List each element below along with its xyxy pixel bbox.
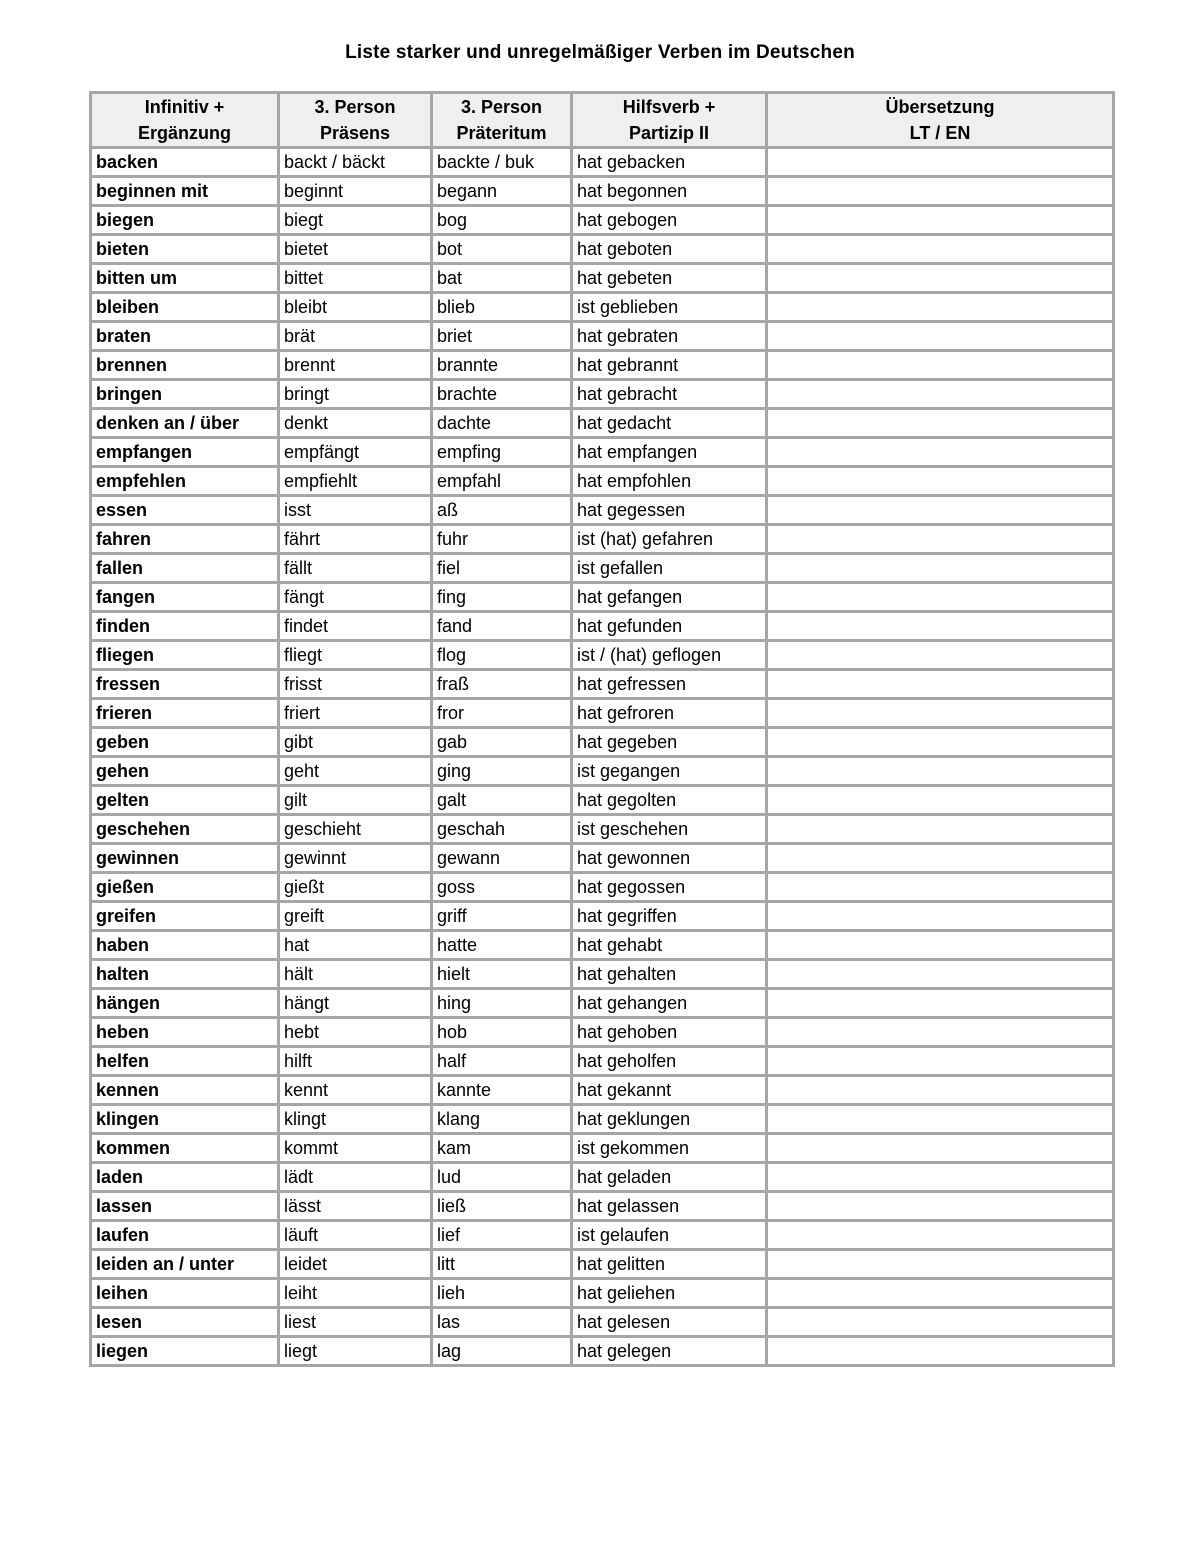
translation-cell <box>767 844 1114 873</box>
infinitive-cell: haben <box>91 931 279 960</box>
table-row <box>91 1221 1114 1250</box>
infinitive-cell: laden <box>91 1163 279 1192</box>
preterite-cell: las <box>432 1308 572 1337</box>
infinitive-cell: braten <box>91 322 279 351</box>
preterite-cell: dachte <box>432 409 572 438</box>
table-row <box>91 1192 1114 1221</box>
participle-cell: hat geladen <box>572 1163 767 1192</box>
participle-cell: hat begonnen <box>572 177 767 206</box>
infinitive-cell: fallen <box>91 554 279 583</box>
infinitive-cell: frieren <box>91 699 279 728</box>
present-cell: gibt <box>279 728 432 757</box>
table-row <box>91 1279 1114 1308</box>
header-line: Infinitiv + <box>144 97 225 117</box>
translation-cell <box>767 1192 1114 1221</box>
participle-cell: hat gefressen <box>572 670 767 699</box>
preterite-cell: hielt <box>432 960 572 989</box>
translation-cell <box>767 960 1114 989</box>
infinitive-cell: lassen <box>91 1192 279 1221</box>
infinitive-cell: bringen <box>91 380 279 409</box>
infinitive-cell: lesen <box>91 1308 279 1337</box>
participle-cell: hat gehangen <box>572 989 767 1018</box>
preterite-cell: fraß <box>432 670 572 699</box>
table-row <box>91 467 1114 496</box>
translation-cell <box>767 641 1114 670</box>
participle-cell: ist gekommen <box>572 1134 767 1163</box>
preterite-cell: backte / buk <box>432 148 572 177</box>
participle-cell: hat gebogen <box>572 206 767 235</box>
participle-cell: hat geholfen <box>572 1047 767 1076</box>
participle-cell: hat gehoben <box>572 1018 767 1047</box>
translation-cell <box>767 264 1114 293</box>
participle-cell: hat gebrannt <box>572 351 767 380</box>
preterite-cell: lief <box>432 1221 572 1250</box>
header-praesens <box>279 93 432 148</box>
preterite-cell: fand <box>432 612 572 641</box>
preterite-cell: fiel <box>432 554 572 583</box>
verb-table <box>89 91 1115 1367</box>
translation-cell <box>767 1337 1114 1366</box>
preterite-cell: brachte <box>432 380 572 409</box>
present-cell: fährt <box>279 525 432 554</box>
present-cell: klingt <box>279 1105 432 1134</box>
preterite-cell: geschah <box>432 815 572 844</box>
translation-cell <box>767 496 1114 525</box>
translation-cell <box>767 235 1114 264</box>
translation-cell <box>767 902 1114 931</box>
present-cell: hält <box>279 960 432 989</box>
table-row <box>91 1105 1114 1134</box>
participle-cell: hat geklungen <box>572 1105 767 1134</box>
translation-cell <box>767 322 1114 351</box>
table-row <box>91 1018 1114 1047</box>
translation-cell <box>767 1221 1114 1250</box>
preterite-cell: goss <box>432 873 572 902</box>
present-cell: bittet <box>279 264 432 293</box>
preterite-cell: bot <box>432 235 572 264</box>
present-cell: kommt <box>279 1134 432 1163</box>
table-row <box>91 1076 1114 1105</box>
present-cell: leidet <box>279 1250 432 1279</box>
header-line: Hilfsverb + <box>622 97 716 117</box>
present-cell: läuft <box>279 1221 432 1250</box>
preterite-cell: griff <box>432 902 572 931</box>
table-row <box>91 438 1114 467</box>
present-cell: brennt <box>279 351 432 380</box>
present-cell: lässt <box>279 1192 432 1221</box>
preterite-cell: fror <box>432 699 572 728</box>
infinitive-cell: helfen <box>91 1047 279 1076</box>
present-cell: gießt <box>279 873 432 902</box>
translation-cell <box>767 873 1114 902</box>
preterite-cell: ging <box>432 757 572 786</box>
participle-cell: hat gebraten <box>572 322 767 351</box>
present-cell: denkt <box>279 409 432 438</box>
present-cell: empfängt <box>279 438 432 467</box>
translation-cell <box>767 380 1114 409</box>
present-cell: fängt <box>279 583 432 612</box>
table-row <box>91 699 1114 728</box>
preterite-cell: ließ <box>432 1192 572 1221</box>
preterite-cell: kannte <box>432 1076 572 1105</box>
infinitive-cell: kommen <box>91 1134 279 1163</box>
infinitive-cell: denken an / über <box>91 409 279 438</box>
table-row <box>91 612 1114 641</box>
participle-cell: ist gegangen <box>572 757 767 786</box>
participle-cell: hat empfohlen <box>572 467 767 496</box>
translation-cell <box>767 670 1114 699</box>
present-cell: friert <box>279 699 432 728</box>
participle-cell: hat gelitten <box>572 1250 767 1279</box>
preterite-cell: gewann <box>432 844 572 873</box>
preterite-cell: blieb <box>432 293 572 322</box>
translation-cell <box>767 612 1114 641</box>
header-line: Partizip II <box>628 123 709 143</box>
participle-cell: hat gegriffen <box>572 902 767 931</box>
translation-cell <box>767 351 1114 380</box>
present-cell: frisst <box>279 670 432 699</box>
preterite-cell: lag <box>432 1337 572 1366</box>
translation-cell <box>767 583 1114 612</box>
table-row <box>91 786 1114 815</box>
infinitive-cell: gehen <box>91 757 279 786</box>
table-row <box>91 931 1114 960</box>
infinitive-cell: laufen <box>91 1221 279 1250</box>
infinitive-cell: kennen <box>91 1076 279 1105</box>
present-cell: bietet <box>279 235 432 264</box>
participle-cell: hat gegeben <box>572 728 767 757</box>
infinitive-cell: bitten um <box>91 264 279 293</box>
participle-cell: hat gefunden <box>572 612 767 641</box>
table-row <box>91 902 1114 931</box>
infinitive-cell: liegen <box>91 1337 279 1366</box>
preterite-cell: fing <box>432 583 572 612</box>
present-cell: kennt <box>279 1076 432 1105</box>
present-cell: hebt <box>279 1018 432 1047</box>
infinitive-cell: geben <box>91 728 279 757</box>
participle-cell: hat gekannt <box>572 1076 767 1105</box>
table-row <box>91 757 1114 786</box>
participle-cell: hat gelesen <box>572 1308 767 1337</box>
present-cell: bleibt <box>279 293 432 322</box>
translation-cell <box>767 815 1114 844</box>
infinitive-cell: gelten <box>91 786 279 815</box>
infinitive-cell: biegen <box>91 206 279 235</box>
translation-cell <box>767 1018 1114 1047</box>
verb-table-body <box>91 148 1114 1366</box>
table-row <box>91 177 1114 206</box>
header-uebersetzung <box>767 93 1114 148</box>
translation-cell <box>767 989 1114 1018</box>
infinitive-cell: essen <box>91 496 279 525</box>
present-cell: backt / bäckt <box>279 148 432 177</box>
present-cell: biegt <box>279 206 432 235</box>
preterite-cell: brannte <box>432 351 572 380</box>
infinitive-cell: fressen <box>91 670 279 699</box>
infinitive-cell: beginnen mit <box>91 177 279 206</box>
header-partizip <box>572 93 767 148</box>
participle-cell: hat gedacht <box>572 409 767 438</box>
preterite-cell: litt <box>432 1250 572 1279</box>
translation-cell <box>767 409 1114 438</box>
participle-cell: hat gefangen <box>572 583 767 612</box>
table-row <box>91 1163 1114 1192</box>
translation-cell <box>767 757 1114 786</box>
present-cell: isst <box>279 496 432 525</box>
header-line: 3. Person <box>460 97 543 117</box>
translation-cell <box>767 293 1114 322</box>
table-row <box>91 496 1114 525</box>
participle-cell: hat gefroren <box>572 699 767 728</box>
table-row <box>91 844 1114 873</box>
translation-cell <box>767 1250 1114 1279</box>
translation-cell <box>767 931 1114 960</box>
header-line: Ergänzung <box>138 123 231 143</box>
translation-cell <box>767 525 1114 554</box>
present-cell: liest <box>279 1308 432 1337</box>
infinitive-cell: bieten <box>91 235 279 264</box>
participle-cell: hat gebacken <box>572 148 767 177</box>
present-cell: hängt <box>279 989 432 1018</box>
translation-cell <box>767 1308 1114 1337</box>
preterite-cell: briet <box>432 322 572 351</box>
present-cell: hat <box>279 931 432 960</box>
participle-cell: ist geschehen <box>572 815 767 844</box>
present-cell: gewinnt <box>279 844 432 873</box>
present-cell: fällt <box>279 554 432 583</box>
table-row <box>91 554 1114 583</box>
infinitive-cell: hängen <box>91 989 279 1018</box>
participle-cell: hat gewonnen <box>572 844 767 873</box>
infinitive-cell: fliegen <box>91 641 279 670</box>
participle-cell: ist gefallen <box>572 554 767 583</box>
translation-cell <box>767 786 1114 815</box>
preterite-cell: kam <box>432 1134 572 1163</box>
preterite-cell: hatte <box>432 931 572 960</box>
table-row <box>91 206 1114 235</box>
participle-cell: hat gegessen <box>572 496 767 525</box>
translation-cell <box>767 1163 1114 1192</box>
infinitive-cell: bleiben <box>91 293 279 322</box>
participle-cell: ist / (hat) geflogen <box>572 641 767 670</box>
table-row <box>91 815 1114 844</box>
preterite-cell: empfing <box>432 438 572 467</box>
table-row <box>91 235 1114 264</box>
preterite-cell: begann <box>432 177 572 206</box>
preterite-cell: lud <box>432 1163 572 1192</box>
translation-cell <box>767 1105 1114 1134</box>
infinitive-cell: gewinnen <box>91 844 279 873</box>
participle-cell: hat gegolten <box>572 786 767 815</box>
table-row <box>91 728 1114 757</box>
participle-cell: hat empfangen <box>572 438 767 467</box>
translation-cell <box>767 467 1114 496</box>
translation-cell <box>767 728 1114 757</box>
header-line: Präsens <box>319 123 391 143</box>
present-cell: lädt <box>279 1163 432 1192</box>
table-row <box>91 989 1114 1018</box>
table-row <box>91 1308 1114 1337</box>
present-cell: greift <box>279 902 432 931</box>
table-row <box>91 583 1114 612</box>
preterite-cell: empfahl <box>432 467 572 496</box>
preterite-cell: gab <box>432 728 572 757</box>
present-cell: bringt <box>279 380 432 409</box>
table-row <box>91 1047 1114 1076</box>
present-cell: geht <box>279 757 432 786</box>
preterite-cell: galt <box>432 786 572 815</box>
translation-cell <box>767 438 1114 467</box>
table-row <box>91 1134 1114 1163</box>
present-cell: findet <box>279 612 432 641</box>
participle-cell: hat geboten <box>572 235 767 264</box>
participle-cell: hat gelassen <box>572 1192 767 1221</box>
page-title: Liste starker und unregelmäßiger Verben im Deutschen <box>345 42 855 63</box>
preterite-cell: aß <box>432 496 572 525</box>
infinitive-cell: fahren <box>91 525 279 554</box>
table-row <box>91 525 1114 554</box>
present-cell: brät <box>279 322 432 351</box>
infinitive-cell: geschehen <box>91 815 279 844</box>
participle-cell: hat gelegen <box>572 1337 767 1366</box>
translation-cell <box>767 1076 1114 1105</box>
table-row <box>91 1337 1114 1366</box>
table-row <box>91 409 1114 438</box>
participle-cell: hat geliehen <box>572 1279 767 1308</box>
table-row <box>91 293 1114 322</box>
participle-cell: ist (hat) gefahren <box>572 525 767 554</box>
translation-cell <box>767 554 1114 583</box>
preterite-cell: fuhr <box>432 525 572 554</box>
preterite-cell: bat <box>432 264 572 293</box>
translation-cell <box>767 699 1114 728</box>
infinitive-cell: halten <box>91 960 279 989</box>
present-cell: gilt <box>279 786 432 815</box>
participle-cell: hat gebracht <box>572 380 767 409</box>
participle-cell: ist gelaufen <box>572 1221 767 1250</box>
header-line: Präteritum <box>456 123 547 143</box>
preterite-cell: hob <box>432 1018 572 1047</box>
table-row <box>91 264 1114 293</box>
table-row <box>91 148 1114 177</box>
present-cell: hilft <box>279 1047 432 1076</box>
preterite-cell: flog <box>432 641 572 670</box>
header-line: LT / EN <box>909 123 971 143</box>
preterite-cell: hing <box>432 989 572 1018</box>
infinitive-cell: backen <box>91 148 279 177</box>
table-row <box>91 351 1114 380</box>
participle-cell: hat gehalten <box>572 960 767 989</box>
preterite-cell: lieh <box>432 1279 572 1308</box>
table-row <box>91 670 1114 699</box>
present-cell: liegt <box>279 1337 432 1366</box>
participle-cell: hat gebeten <box>572 264 767 293</box>
header-praeteritum <box>432 93 572 148</box>
translation-cell <box>767 1134 1114 1163</box>
table-row <box>91 380 1114 409</box>
translation-cell <box>767 1279 1114 1308</box>
participle-cell: ist geblieben <box>572 293 767 322</box>
translation-cell <box>767 206 1114 235</box>
infinitive-cell: finden <box>91 612 279 641</box>
infinitive-cell: fangen <box>91 583 279 612</box>
infinitive-cell: gießen <box>91 873 279 902</box>
participle-cell: hat gegossen <box>572 873 767 902</box>
infinitive-cell: leiden an / unter <box>91 1250 279 1279</box>
infinitive-cell: empfehlen <box>91 467 279 496</box>
present-cell: geschieht <box>279 815 432 844</box>
table-row <box>91 322 1114 351</box>
present-cell: fliegt <box>279 641 432 670</box>
present-cell: beginnt <box>279 177 432 206</box>
preterite-cell: klang <box>432 1105 572 1134</box>
infinitive-cell: empfangen <box>91 438 279 467</box>
table-row <box>91 641 1114 670</box>
infinitive-cell: greifen <box>91 902 279 931</box>
header-line: Übersetzung <box>885 97 995 117</box>
present-cell: empfiehlt <box>279 467 432 496</box>
infinitive-cell: leihen <box>91 1279 279 1308</box>
translation-cell <box>767 1047 1114 1076</box>
table-row <box>91 1250 1114 1279</box>
translation-cell <box>767 177 1114 206</box>
infinitive-cell: klingen <box>91 1105 279 1134</box>
participle-cell: hat gehabt <box>572 931 767 960</box>
preterite-cell: half <box>432 1047 572 1076</box>
infinitive-cell: heben <box>91 1018 279 1047</box>
table-row <box>91 873 1114 902</box>
preterite-cell: bog <box>432 206 572 235</box>
table-header-row <box>91 93 1114 148</box>
translation-cell <box>767 148 1114 177</box>
present-cell: leiht <box>279 1279 432 1308</box>
table-row <box>91 960 1114 989</box>
header-infinitiv <box>91 93 279 148</box>
infinitive-cell: brennen <box>91 351 279 380</box>
header-line: 3. Person <box>314 97 396 117</box>
